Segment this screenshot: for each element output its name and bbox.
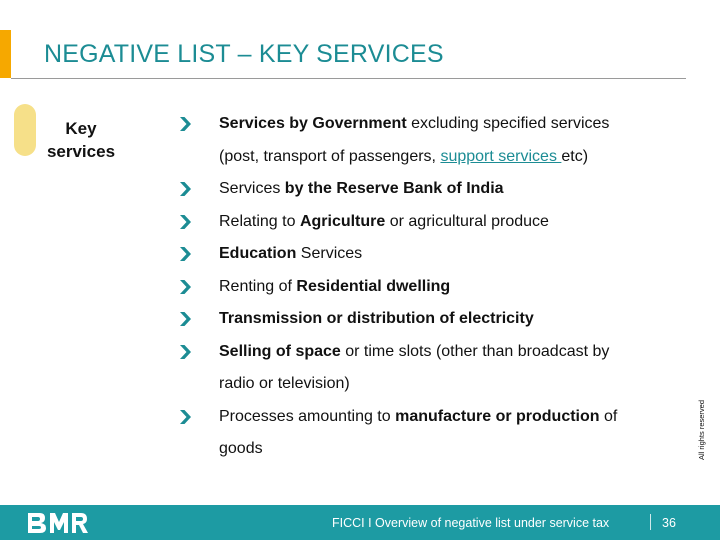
bullet-item bbox=[180, 401, 680, 434]
bullet-text: etc) bbox=[561, 147, 589, 165]
chevron-right-icon bbox=[180, 345, 191, 359]
bullet-item bbox=[180, 173, 680, 206]
accent-bar bbox=[0, 30, 11, 78]
bullet-text: or agricultural produce bbox=[385, 212, 549, 230]
bullet-text: manufacture or production bbox=[395, 407, 600, 425]
chevron-right-icon bbox=[180, 410, 191, 424]
bullet-text: Agriculture bbox=[299, 212, 386, 230]
bullet-item bbox=[180, 238, 680, 271]
footer-separator bbox=[650, 514, 651, 530]
bullet-continuation-line bbox=[180, 141, 680, 174]
chevron-right-icon bbox=[180, 117, 191, 131]
bullet-item bbox=[180, 336, 680, 369]
bullet-text: radio or television) bbox=[219, 375, 350, 392]
footer-bar bbox=[0, 505, 720, 540]
slide-title: NEGATIVE LIST – KEY SERVICES bbox=[44, 40, 444, 68]
bullet-text: or time slots (other than broadcast by bbox=[340, 342, 610, 360]
support-services-link[interactable]: support services bbox=[440, 147, 562, 165]
bullet-text: Relating to bbox=[219, 212, 300, 230]
bullet-text: by the Reserve Bank of India bbox=[284, 180, 504, 197]
bullet-item bbox=[180, 206, 680, 239]
bullet-item bbox=[180, 303, 680, 336]
bullet-text: goods bbox=[219, 440, 263, 457]
bullet-text: (post, transport of passengers, bbox=[219, 147, 441, 165]
chevron-right-icon bbox=[180, 312, 191, 326]
bullet-text: of bbox=[599, 407, 618, 425]
bullet-item bbox=[180, 108, 680, 141]
chevron-right-icon bbox=[180, 247, 191, 261]
bullet-text: Selling of space bbox=[219, 342, 341, 360]
footer-caption: FICCI I Overview of negative list under service tax bbox=[332, 516, 610, 530]
chevron-right-icon bbox=[180, 215, 191, 229]
side-label-line-2: services bbox=[46, 142, 116, 161]
chevron-right-icon bbox=[180, 280, 191, 294]
bullet-text: Services bbox=[296, 245, 363, 262]
rights-note: All rights reserved bbox=[697, 399, 706, 460]
bullet-text: Processes amounting to bbox=[219, 407, 396, 425]
title-divider bbox=[11, 78, 686, 79]
bullet-text: Transmission or distribution of electricity bbox=[219, 310, 534, 327]
bullet-text: Education bbox=[219, 245, 297, 262]
side-label bbox=[40, 117, 122, 163]
bullet-text: excluding specified services bbox=[406, 115, 610, 132]
bullet-text: Services bbox=[219, 180, 285, 197]
bullet-continuation-line bbox=[180, 433, 680, 466]
bullet-item bbox=[180, 271, 680, 304]
chevron-right-icon bbox=[180, 182, 191, 196]
bullet-text: Services by Government bbox=[219, 115, 407, 132]
bmr-logo-icon bbox=[28, 513, 90, 533]
side-label-line-1: Key bbox=[65, 119, 97, 138]
bullet-text: Residential dwelling bbox=[296, 277, 451, 295]
page-number: 36 bbox=[662, 516, 676, 530]
side-pill-decoration bbox=[14, 104, 36, 156]
bullet-list bbox=[180, 108, 680, 466]
bullet-continuation-line bbox=[180, 368, 680, 401]
bullet-text: Renting of bbox=[219, 277, 297, 295]
